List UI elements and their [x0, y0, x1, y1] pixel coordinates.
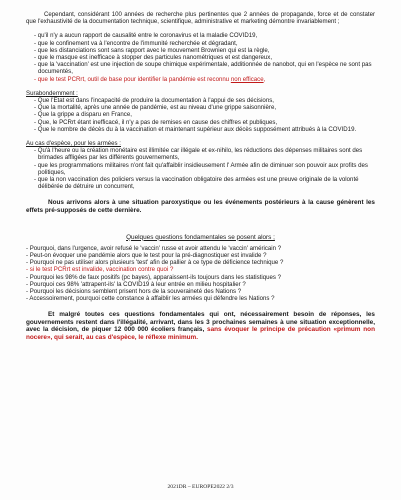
section-title-armees: Au cas d'espèce, pour les armées : [26, 140, 121, 148]
list-item: - Que, le PCRrt étant inefficacé, il n'y a pas de remises en cause des chiffres et publiques, [34, 118, 278, 126]
section-title-surabondemment: Surabondemment : [26, 89, 78, 97]
bold-statement: Nous arrivons alors à une situation paroxystique ou les événements postérieurs à la cause génèrent les effets pré-supposés de cette dernière. [26, 199, 375, 215]
intro-paragraph: Cependant, considérant 100 années de recherche plus pertinentes que 2 années de propagande, force et de constater que l'exhaustivité de la documentation technique, scientifique, administrative et marketing démontre invariablement ; [26, 11, 375, 26]
list-item: - Que l'Etat est dans l'incapacité de produire la documentation à l'appui de ses décisions, [34, 97, 274, 105]
question-item: - Pourquoi ne pas utiliser alors plusieurs 'test' afin de pallier à ce type de déficience technique ? [26, 259, 284, 267]
question-item-highlighted: - si le test PCRrt est invalide, vaccination contre quoi ? [26, 266, 174, 274]
list-item: - que les programmations militaires n'ont fait qu'affaiblir insidieusement l' Armée afin de diminuer son pouvoir aux profits des politiques, [34, 161, 368, 176]
findings-item: - que le confinement va à l'encontre de l'immunité recherchée et dégradant, [34, 39, 238, 47]
findings-item: - qu'il n'y a aucun rapport de causalité entre le coronavirus et la maladie COVID19, [34, 32, 258, 40]
surabondemment-list [26, 97, 375, 133]
page-footer: 2021DR – EUROPE2022 2/3 [167, 484, 234, 490]
list-item: - Qu'à l'heure ou la création monétaire est illimitée car illégale et ex-nihilo, les réductions des dépenses militaires sont des brimades affligées par les différents gouvernements, [34, 147, 363, 162]
list-item: - Que la grippe a disparu en France, [34, 111, 132, 119]
findings-item: - que le masque est inefficace à stopper des particules nanométriques et est dangereux, [34, 54, 273, 62]
armees-list [26, 147, 375, 190]
question-item: - Accessoirement, pourquoi cette constance à affaiblir les armées qui défendre les Nations ? [26, 295, 275, 303]
closing-paragraph: Et malgré toutes ces questions fondamentales qui ont, nécessairement besoin de réponses, les gouvernements restent dans l'illégalité, arrivant, dans les 3 prochaines semaines à une situation exceptionnelle, avec la décision, de piquer 12 000 000 écoliers français, sans évoquer le principe de précaution «primum non nocere», qui serait, au cas d'espèce, le réflexe minimum. [26, 311, 375, 341]
list-item: - que la non vaccination des policiers versus la vaccination obligatoire des armées est une preuve originale de la volonté délibérée de détruire un concurrent, [34, 176, 359, 191]
question-item: - Pourquoi, dans l'urgence, avoir refusé le 'vaccin' russe et avoir attendu le 'vaccin' américain ? [26, 244, 282, 252]
findings-item-highlighted: - que le test PCRrt, outil de base pour identifier la pandémie est reconnu non efficace, [34, 75, 266, 83]
question-item: - Peut-on évoquer une pandémie alors que le test pour la pré-diagnostiquer est invalide ? [26, 252, 267, 260]
question-item: - Pourquoi les 98% de faux positifs (pc bayes), apparaissent-ils toujours dans les statistiques ? [26, 273, 282, 281]
list-item: - Que la mortalité, après une année de pandémie, est au niveau d'une grippe saisonnière, [34, 104, 277, 112]
findings-item: - que la 'vaccination' est une injection de soupe chimique expérimentale, additionnée de nanobot, qui en l'espèce ne sont pas documentés, [34, 61, 372, 76]
findings-list [26, 32, 375, 82]
questions-list [26, 245, 375, 303]
question-item: - Pourquoi ces 98% 'attrapent-ils' la COVID19 à leur entrée en milieu hospitalier ? [26, 280, 246, 288]
question-item: - Pourquoi les décisions semblent prisent hors de la souveraineté des Nations ? [26, 288, 242, 296]
list-item: - Que le nombre de décès du à la vaccination et maintenant supérieur aux décès supposément attribués à la COVID19. [34, 125, 357, 133]
questions-title: Quelques questions fondamentales se posent alors ; [126, 233, 275, 241]
findings-item: - que les distanciations sont sans rapport avec le mouvement Brownien qui est la règle, [34, 46, 270, 54]
closing-highlight: sans évoquer le principe de précaution «primum non nocere», qui serait, au cas d'espèce, le réflexe minimum. [26, 326, 375, 341]
